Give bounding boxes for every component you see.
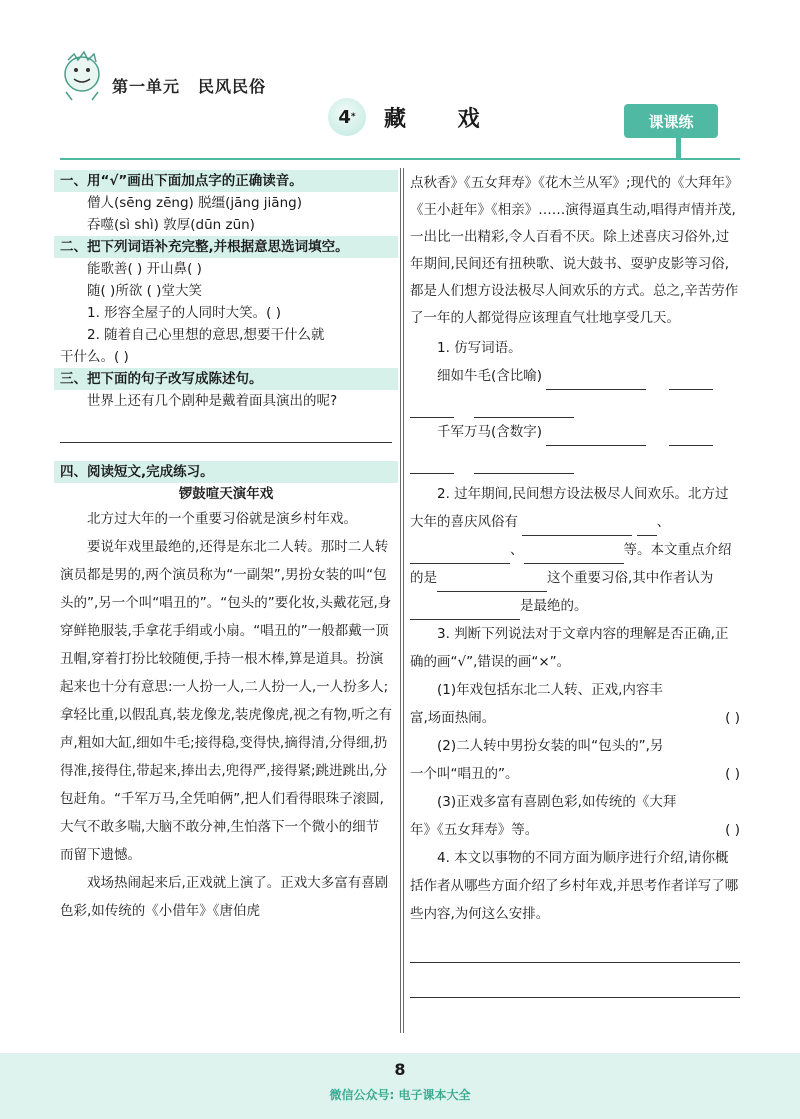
s3-sentence: 世界上还有几个剧种是戴着面具演出的呢? bbox=[87, 393, 338, 409]
s2-q2a: 2. 随着自己心里想的意思,想要干什么就 bbox=[87, 327, 325, 343]
unit-label: 第一单元 bbox=[112, 77, 181, 96]
practice-badge: 课课练 bbox=[624, 104, 718, 138]
lesson-number: 4 * bbox=[328, 98, 366, 136]
q2-blank5[interactable] bbox=[437, 575, 547, 592]
story-para1: 北方过大年的一个重要习俗就是演乡村年戏。 bbox=[87, 511, 357, 527]
left-column bbox=[60, 170, 392, 925]
badge-post bbox=[676, 138, 681, 160]
story-para3: 戏场热闹起来后,正戏就上演了。正戏大多富有喜剧色彩,如传统的《小借年》《唐伯虎 bbox=[60, 875, 389, 919]
header-rule bbox=[60, 158, 740, 160]
section3-title: 三、把下面的句子改写成陈述句。 bbox=[54, 368, 398, 390]
q3-item2-paren[interactable]: ( ) bbox=[725, 766, 740, 782]
column-divider bbox=[400, 168, 404, 1033]
q1-a-blank1[interactable] bbox=[546, 373, 646, 390]
q3-item2: (2)二人转中男扮女装的叫“包头的”,另 一个叫“唱丑的”。 ( ) bbox=[410, 732, 740, 788]
story-para-cont: 点秋香》《五女拜寿》《花木兰从军》;现代的《大拜年》《王小赶年》《相亲》……演得逼真生动,唱得声情并茂,一出比一出精彩,令人百看不厌。除上述喜庆习俗外,过年期间,民间还有扭秧歌、说大鼓书、耍驴皮影等习俗,都是人们想方设法极尽人间欢乐的方式。总之,辛苦劳作了一年的人都觉得应该理直气壮地享受几天。 bbox=[410, 175, 739, 326]
q2-sep2: 、 bbox=[510, 542, 524, 558]
q3-title: 3. 判断下列说法对于文章内容的理解是否正确,正确的画“√”,错误的画“×”。 bbox=[410, 626, 729, 670]
q2-blank3[interactable] bbox=[410, 547, 510, 564]
section2-title: 二、把下列词语补充完整,并根据意思选词填空。 bbox=[54, 236, 398, 258]
q1-a-blank2[interactable] bbox=[669, 373, 713, 390]
mascot-icon bbox=[58, 48, 106, 104]
q3-item3-paren[interactable]: ( ) bbox=[725, 822, 740, 838]
q4-text: 4. 本文以事物的不同方面为顺序进行介绍,请你概括作者从哪些方面介绍了乡村年戏,并思考作者详写了哪些内容,为何这么安排。 bbox=[410, 850, 739, 922]
q1-a-blank4[interactable] bbox=[474, 401, 574, 418]
q1-title: 1. 仿写词语。 bbox=[437, 340, 522, 356]
q1-b-blank2[interactable] bbox=[669, 429, 713, 446]
s2-line2: 随( )所欲 ( )堂大笑 bbox=[87, 283, 202, 299]
q2-a: 2. 过年期间,民间想方设法极尽人间欢乐。北方过大年的喜庆风俗有 bbox=[410, 486, 729, 530]
q1-a-label: 细如牛毛(含比喻) bbox=[437, 368, 543, 384]
story-title: 锣鼓喧天演年戏 bbox=[178, 486, 274, 502]
section4-title: 四、阅读短文,完成练习。 bbox=[54, 461, 398, 483]
q2-c: 这个重要习俗,其中作者认为 bbox=[547, 570, 714, 586]
q1-b-row bbox=[410, 418, 740, 446]
q2-text bbox=[410, 480, 740, 620]
q2-sep1: 、 bbox=[656, 514, 671, 530]
q2-blank2[interactable] bbox=[637, 519, 657, 536]
q2-blank6[interactable] bbox=[410, 603, 520, 620]
q3-item1-paren[interactable]: ( ) bbox=[725, 710, 740, 726]
s3-answer-line[interactable] bbox=[60, 422, 392, 443]
q3-item3: (3)正戏多富有喜剧色彩,如传统的《大拜 年》《五女拜寿》等。 ( ) bbox=[410, 788, 740, 844]
q2-blank4[interactable] bbox=[524, 547, 624, 564]
story-para2: 要说年戏里最绝的,还得是东北二人转。那时二人转演员都是男的,两个演员称为“一副架”,男扮女装的叫“包头的”,另一个叫“唱丑的”。“包头的”要化妆,头戴花冠,身穿鲜艳服装,手拿花手绢或小扇。“唱丑的”一般都戴一顶丑帽,穿着打扮比较随便,手持一根木棒,算是道具。扮演起来也十分有意思:一人扮一人,二人扮一人,一人扮多人;拿轻比重,以假乱真,装龙像龙,装虎像虎,视之有物,听之有声,粗如大缸,细如牛毛;接得稳,变得快,摘得清,分得细,扔得准,接得住,带起来,捧出去,兜得严,接得紧;跳进跳出,分包赶角。“千军万马,全凭咱俩”,把人们看得眼珠子滚圆,大气不敢多喘,大脑不敢分神,生怕落下一个微小的细节而留下遗憾。 bbox=[60, 539, 392, 863]
q1-b-label: 千军万马(含数字) bbox=[437, 424, 543, 440]
right-column bbox=[410, 170, 740, 1006]
s2-q1: 1. 形容全屋子的人同时大笑。( ) bbox=[87, 305, 281, 321]
q1-a-row bbox=[410, 362, 740, 390]
q1-b-blank3[interactable] bbox=[410, 457, 454, 474]
footer-text: 微信公众号: 电子课本大全 bbox=[329, 1088, 471, 1102]
q4-answer-line2[interactable] bbox=[410, 977, 740, 998]
page-number: 8 bbox=[394, 1060, 406, 1079]
q3-item1: (1)年戏包括东北二人转、正戏,内容丰 富,场面热闹。 ( ) bbox=[410, 676, 740, 732]
q1-b-row2 bbox=[410, 446, 740, 474]
q2-d: 是最绝的。 bbox=[520, 598, 588, 614]
lesson-title: 藏 戏 bbox=[384, 107, 502, 132]
q1-b-blank4[interactable] bbox=[474, 457, 574, 474]
q2-b: 等。本文重点介绍的是 bbox=[410, 542, 732, 586]
q2-blank1[interactable] bbox=[522, 519, 632, 536]
q1-a-row2 bbox=[410, 390, 740, 418]
q1-a-blank3[interactable] bbox=[410, 401, 454, 418]
unit-title bbox=[112, 74, 266, 97]
s1-line2: 吞噬(sì shì) 敦厚(dūn zūn) bbox=[87, 217, 255, 233]
section1-title: 一、用“√”画出下面加点字的正确读音。 bbox=[54, 170, 398, 192]
s2-q2b: 干什么。( ) bbox=[60, 349, 129, 365]
s2-line1: 能歌善( ) 开山鼻( ) bbox=[87, 261, 202, 277]
unit-theme: 民风民俗 bbox=[198, 77, 267, 96]
s1-line1: 僧人(sēng zēng) 脱缰(jāng jiāng) bbox=[87, 195, 302, 211]
q4-answer-line1[interactable] bbox=[410, 942, 740, 963]
q1-b-blank1[interactable] bbox=[546, 429, 646, 446]
